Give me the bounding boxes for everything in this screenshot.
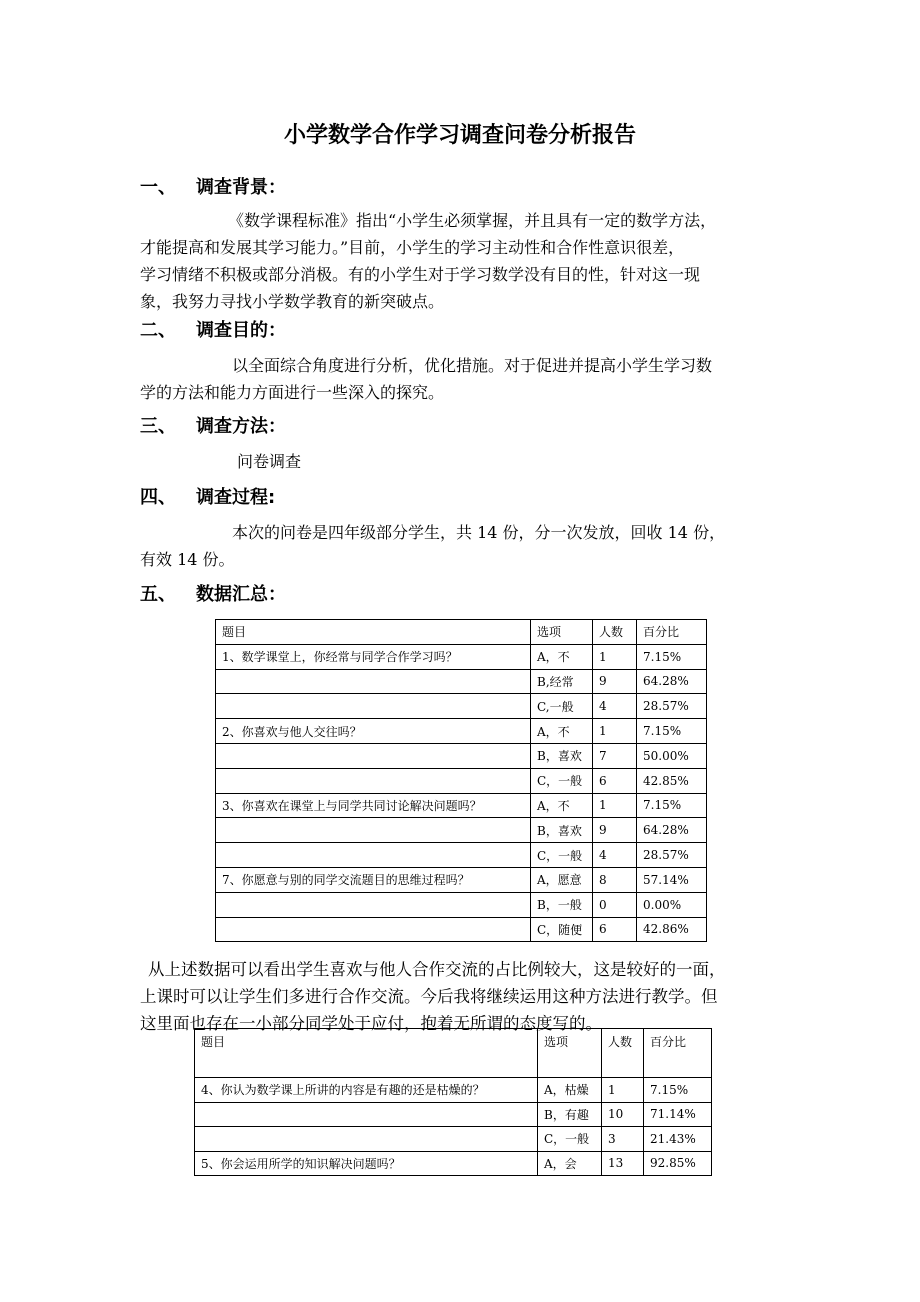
paragraph-line: 这里面也存在一小部分同学处于应付，抱着无所谓的态度写的。: [140, 1014, 602, 1033]
header-count: 人数: [593, 620, 637, 645]
option-cell: C,一般: [531, 694, 593, 719]
header-count: 人数: [602, 1029, 644, 1078]
count-cell: 4: [593, 843, 637, 868]
count-cell: 6: [593, 768, 637, 793]
option-cell: B，有趣: [538, 1102, 602, 1127]
table-row: [195, 1127, 712, 1152]
question-cell: [216, 743, 531, 768]
count-cell: 10: [602, 1102, 644, 1127]
option-cell: A，不: [531, 793, 593, 818]
question-cell: 1、数学课堂上，你经常与同学合作学习吗？: [216, 644, 531, 669]
question-cell: 7、你愿意与别的同学交流题目的思维过程吗？: [216, 867, 531, 892]
table-row: [216, 892, 707, 917]
option-cell: B，喜欢: [531, 818, 593, 843]
section-label: 调查方法：: [196, 416, 286, 437]
table-row: [216, 917, 707, 942]
percent-cell: 28.57%: [637, 694, 707, 719]
count-cell: 3: [602, 1127, 644, 1152]
table-row: [216, 694, 707, 719]
percent-cell: 7.15%: [637, 793, 707, 818]
option-cell: B,经常: [531, 669, 593, 694]
option-cell: A，不: [531, 719, 593, 744]
percent-cell: 42.86%: [637, 917, 707, 942]
paragraph-line: 才能提高和发展其学习能力。”目前，小学生的学习主动性和合作性意识很差，: [140, 238, 685, 257]
percent-cell: 92.85%: [644, 1151, 712, 1176]
table-row: [216, 867, 707, 892]
section-number: 四、: [140, 487, 176, 508]
percent-cell: 7.15%: [637, 719, 707, 744]
question-cell: [216, 843, 531, 868]
option-cell: C，随便: [531, 917, 593, 942]
section-number: 五、: [140, 584, 176, 605]
paragraph-line: 本次的问卷是四年级部分学生，共 14 份，分一次发放，回收 14 份，: [232, 523, 726, 542]
percent-cell: 0.00%: [637, 892, 707, 917]
option-cell: A，枯燥: [538, 1078, 602, 1103]
survey-table-2: [194, 1028, 712, 1176]
table-row: [195, 1102, 712, 1127]
question-cell: [216, 892, 531, 917]
count-cell: 1: [602, 1078, 644, 1103]
table-header-row: [195, 1029, 712, 1078]
header-percent: 百分比: [644, 1029, 712, 1078]
count-cell: 9: [593, 669, 637, 694]
option-cell: A，会: [538, 1151, 602, 1176]
table-row: [216, 743, 707, 768]
paragraph-line: 《数学课程标准》指出“小学生必须掌握，并且具有一定的数学方法，: [228, 211, 717, 230]
percent-cell: 64.28%: [637, 669, 707, 694]
count-cell: 13: [602, 1151, 644, 1176]
table-row: [216, 768, 707, 793]
count-cell: 1: [593, 793, 637, 818]
table-row: [216, 719, 707, 744]
question-cell: [216, 768, 531, 793]
table-row: [195, 1151, 712, 1176]
table-row: [216, 669, 707, 694]
header-option: 选项: [531, 620, 593, 645]
percent-cell: 7.15%: [637, 644, 707, 669]
paragraph-line: 上课时可以让学生们多进行合作交流。今后我将继续运用这种方法进行教学。但: [140, 987, 718, 1006]
paragraph-line: 从上述数据可以看出学生喜欢与他人合作交流的占比例较大，这是较好的一面，: [148, 960, 726, 979]
header-percent: 百分比: [637, 620, 707, 645]
section-label: 调查目的：: [196, 320, 286, 341]
section-heading-process: [140, 485, 275, 511]
paragraph-line: 学的方法和能力方面进行一些深入的探究。: [140, 383, 445, 402]
section-number: 三、: [140, 416, 176, 437]
section-number: 二、: [140, 320, 176, 341]
count-cell: 0: [593, 892, 637, 917]
header-question: 题目: [195, 1029, 538, 1078]
table-row: [216, 843, 707, 868]
percent-cell: 50.00%: [637, 743, 707, 768]
percent-cell: 21.43%: [644, 1127, 712, 1152]
paragraph-line: 学习情绪不积极或部分消极。有的小学生对于学习数学没有目的性，针对这一现: [140, 265, 701, 284]
paragraph-line: 象，我努力寻找小学数学教育的新突破点。: [140, 292, 445, 311]
question-cell: 2、你喜欢与他人交往吗？: [216, 719, 531, 744]
table-row: [195, 1078, 712, 1103]
option-cell: A，愿意: [531, 867, 593, 892]
header-option: 选项: [538, 1029, 602, 1078]
count-cell: 6: [593, 917, 637, 942]
table-row: [216, 644, 707, 669]
survey-table-1: [215, 619, 707, 942]
option-cell: A，不: [531, 644, 593, 669]
section-label: 调查过程:: [196, 487, 276, 508]
section-heading-background: [140, 175, 286, 201]
percent-cell: 7.15%: [644, 1078, 712, 1103]
question-cell: [216, 669, 531, 694]
table-row: [216, 793, 707, 818]
percent-cell: 57.14%: [637, 867, 707, 892]
percent-cell: 28.57%: [637, 843, 707, 868]
count-cell: 7: [593, 743, 637, 768]
percent-cell: 42.85%: [637, 768, 707, 793]
question-cell: [216, 694, 531, 719]
section-heading-data: [140, 582, 286, 608]
question-cell: 3、你喜欢在课堂上与同学共同讨论解决问题吗？: [216, 793, 531, 818]
section-heading-purpose: [140, 318, 286, 344]
count-cell: 4: [593, 694, 637, 719]
option-cell: C，一般: [531, 768, 593, 793]
purpose-paragraph: [140, 352, 712, 406]
question-cell: [195, 1102, 538, 1127]
background-paragraph: [140, 207, 716, 315]
section-label: 调查背景：: [196, 177, 286, 198]
option-cell: C，一般: [538, 1127, 602, 1152]
paragraph-line: 有效 14 份。: [140, 550, 235, 569]
question-cell: 5、你会运用所学的知识解决问题吗？: [195, 1151, 538, 1176]
option-cell: C，一般: [531, 843, 593, 868]
option-cell: B，喜欢: [531, 743, 593, 768]
count-cell: 1: [593, 644, 637, 669]
question-cell: [216, 917, 531, 942]
section-number: 一、: [140, 177, 176, 198]
count-cell: 9: [593, 818, 637, 843]
percent-cell: 71.14%: [644, 1102, 712, 1127]
header-question: 题目: [216, 620, 531, 645]
process-paragraph: [140, 519, 725, 573]
summary-paragraph: [140, 956, 726, 1037]
option-cell: B，一般: [531, 892, 593, 917]
page-title: 小学数学合作学习调查问卷分析报告: [283, 123, 636, 148]
question-cell: [216, 818, 531, 843]
question-cell: [195, 1127, 538, 1152]
question-cell: 4、你认为数学课上所讲的内容是有趣的还是枯燥的？: [195, 1078, 538, 1103]
section-label: 数据汇总：: [196, 584, 286, 605]
paragraph-line: 以全面综合角度进行分析，优化措施。对于促进并提高小学生学习数: [232, 356, 713, 375]
percent-cell: 64.28%: [637, 818, 707, 843]
section-heading-method: [140, 414, 286, 440]
table-row: [216, 818, 707, 843]
method-text: 问卷调查: [237, 452, 302, 471]
table-header-row: [216, 620, 707, 645]
count-cell: 1: [593, 719, 637, 744]
count-cell: 8: [593, 867, 637, 892]
